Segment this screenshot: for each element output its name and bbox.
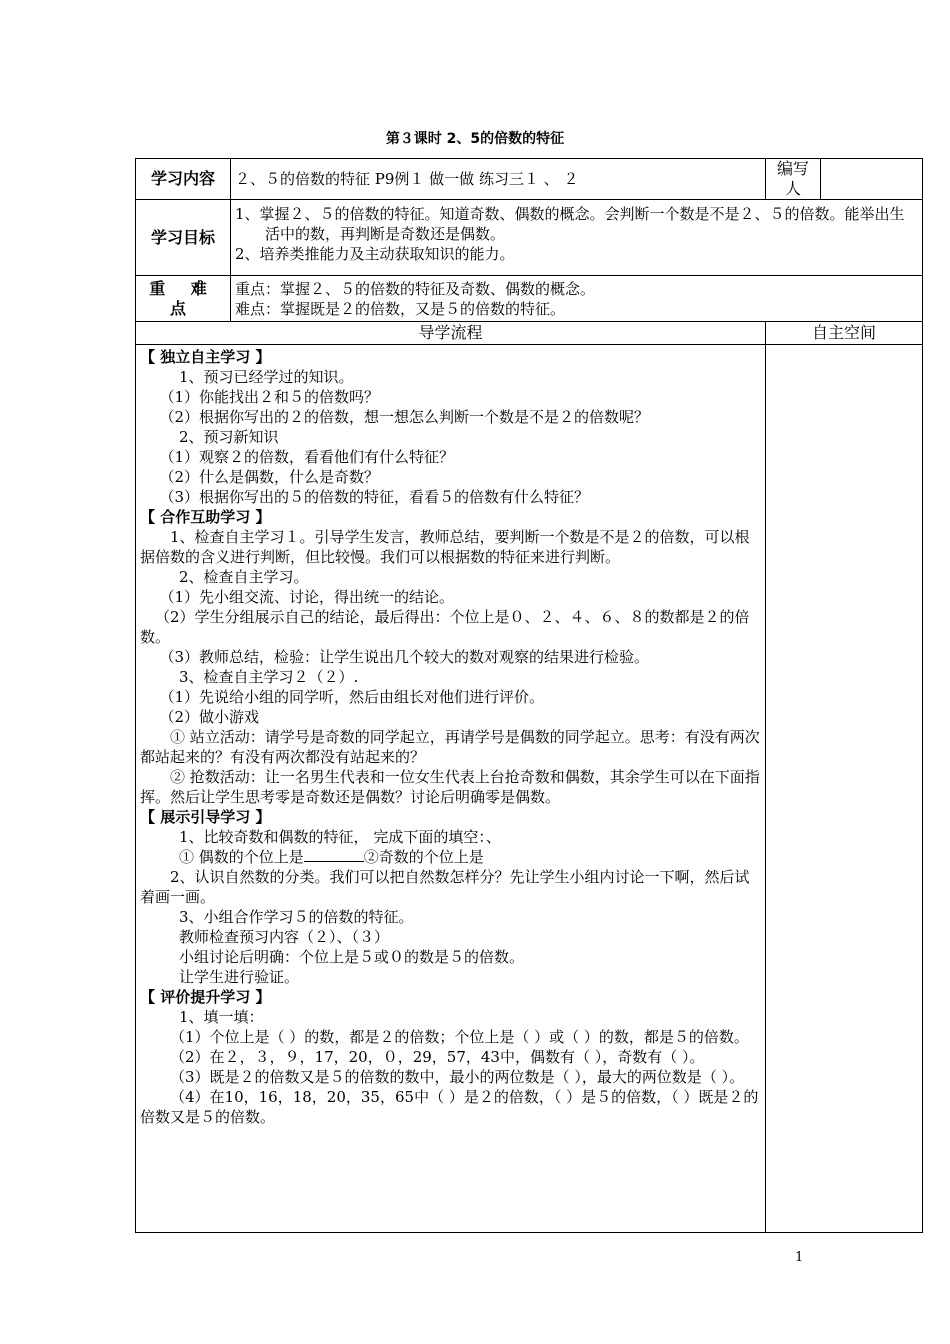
text-line: 3、小组合作学习５的倍数的特征。 bbox=[179, 908, 414, 926]
goals-label: 学习目标 bbox=[136, 200, 231, 276]
page-title: 第３课时 2、5的倍数的特征 bbox=[385, 131, 565, 147]
fill-prompt-even: ① 偶数的个位上是 bbox=[179, 848, 304, 866]
section-title: 【 合作互助学习 】 bbox=[140, 508, 271, 526]
section-title: 【 独立自主学习 】 bbox=[140, 348, 271, 366]
blank bbox=[304, 847, 364, 862]
keypoints-cell bbox=[231, 276, 923, 322]
author-value bbox=[821, 159, 923, 200]
text-line: （1）你能找出２和５的倍数吗？ bbox=[159, 388, 380, 406]
flow-header: 导学流程 bbox=[136, 322, 766, 345]
section-title: 【 评价提升学习 】 bbox=[140, 988, 271, 1006]
text-line: （4）在10，16，18，20，35，65中（ ）是２的倍数，（ ）是５的倍数，（ ）既是２的倍数又是５的倍数。 bbox=[140, 1088, 759, 1126]
keypoint-line: 难点：掌握既是２的倍数，又是５的倍数的特征。 bbox=[235, 300, 566, 318]
content-value: ２、５的倍数的特征 P9例１ 做一做 练习三１ 、 ２ bbox=[231, 159, 766, 200]
text-line: 1、比较奇数和偶数的特征， 完成下面的填空：、 bbox=[179, 828, 501, 846]
fill-line bbox=[140, 847, 761, 867]
fill-prompt-odd: ②奇数的个位上是 bbox=[363, 848, 484, 866]
keypoints-label: 重 难 点 bbox=[136, 276, 231, 322]
text-line: ① 站立活动：请学号是奇数的同学起立，再请学号是偶数的同学起立。思考：有没有两次都站起来的？有没有两次都没有站起来的？ bbox=[140, 728, 760, 766]
text-line: 2、检查自主学习。 bbox=[179, 568, 309, 586]
text-line: （2）根据你写出的２的倍数，想一想怎么判断一个数是不是２的倍数呢？ bbox=[159, 408, 650, 426]
goal-line: 2、培养类推能力及主动获取知识的能力。 bbox=[235, 245, 515, 263]
space-header: 自主空间 bbox=[766, 322, 923, 345]
text-line: （1）观察２的倍数，看看他们有什么特征？ bbox=[159, 448, 455, 466]
text-line: 小组讨论后明确：个位上是５或０的数是５的倍数。 bbox=[179, 948, 525, 966]
text-line: 2、预习新知识 bbox=[179, 428, 279, 446]
text-line: 2、认识自然数的分类。我们可以把自然数怎样分？先让学生小组内讨论一下啊，然后试着画一画。 bbox=[140, 868, 750, 906]
text-line: （3）根据你写出的５的倍数的特征，看看５的倍数有什么特征？ bbox=[159, 488, 590, 506]
text-line: 1、预习已经学过的知识。 bbox=[179, 368, 354, 386]
text-line: （2）什么是偶数，什么是奇数？ bbox=[159, 468, 380, 486]
keypoint-line: 重点：掌握２、５的倍数的特征及奇数、偶数的概念。 bbox=[235, 280, 596, 298]
text-line: （1）个位上是（ ）的数，都是２的倍数；个位上是（ ）或（ ）的数，都是５的倍数。 bbox=[170, 1028, 749, 1046]
text-line: （2）做小游戏 bbox=[159, 708, 260, 726]
text-line: 教师检查预习内容（２）、（３） bbox=[179, 928, 390, 946]
goal-line: 1、掌握２、５的倍数的特征。知道奇数、偶数的概念。会判断一个数是不是２、５的倍数。能举出生活中的数，再判断是奇数还是偶数。 bbox=[235, 205, 905, 243]
lesson-table bbox=[135, 158, 923, 1233]
self-space bbox=[766, 345, 923, 1233]
text-line: （3）既是２的倍数又是５的倍数的数中，最小的两位数是（ ），最大的两位数是（ ）。 bbox=[170, 1068, 745, 1086]
flow-content bbox=[136, 345, 766, 1233]
text-line: （2）学生分组展示自己的结论，最后得出：个位上是０、２、４、６、８的数都是２的倍数。 bbox=[140, 608, 750, 646]
text-line: 3、检查自主学习２（２）. bbox=[179, 668, 359, 686]
goals-cell bbox=[231, 200, 923, 276]
content-label: 学习内容 bbox=[136, 159, 231, 200]
page-number: 1 bbox=[795, 1250, 804, 1265]
text-line: 让学生进行验证。 bbox=[179, 968, 300, 986]
text-line: 1、检查自主学习１。引导学生发言，教师总结，要判断一个数是不是２的倍数，可以根据倍数的含义进行判断，但比较慢。我们可以根据数的特征来进行判断。 bbox=[140, 528, 750, 566]
text-line: （1）先说给小组的同学听，然后由组长对他们进行评价。 bbox=[159, 688, 545, 706]
text-line: 1、填一填： bbox=[179, 1008, 264, 1026]
section-title: 【 展示引导学习 】 bbox=[140, 808, 271, 826]
text-line: （2）在２，３，９，17，20，０，29，57，43中，偶数有（ ），奇数有（ ）。 bbox=[170, 1048, 705, 1066]
author-label: 编写人 bbox=[766, 159, 821, 200]
text-line: （1）先小组交流、讨论，得出统一的结论。 bbox=[159, 588, 455, 606]
text-line: ② 抢数活动：让一名男生代表和一位女生代表上台抢奇数和偶数，其余学生可以在下面指挥。然后让学生思考零是奇数还是偶数？讨论后明确零是偶数。 bbox=[140, 768, 760, 806]
text-line: （3）教师总结，检验：让学生说出几个较大的数对观察的结果进行检验。 bbox=[159, 648, 650, 666]
